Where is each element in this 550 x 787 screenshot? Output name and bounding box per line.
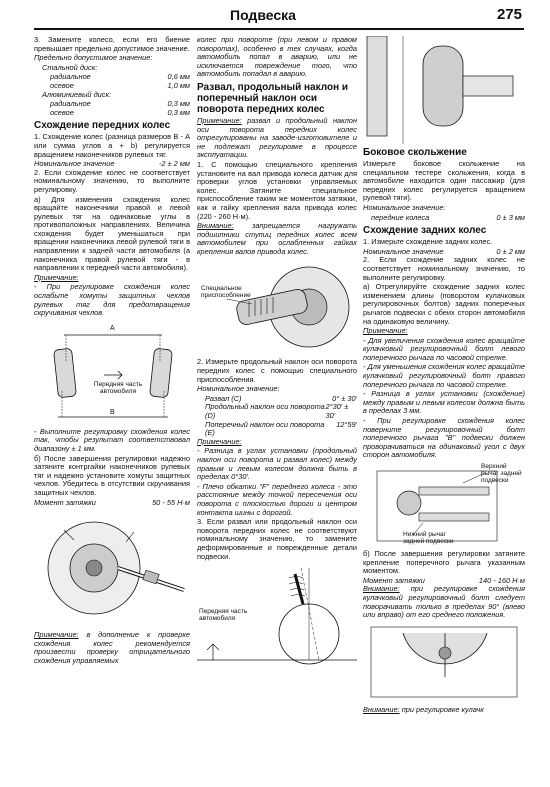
- paragraph: 1. С помощью специального крепления установите на вал привода колеса датчик для проверки углов установки управляемых колес. Затяните специальное приспособление таким же моментом затяжки, как и гайку крепления вала привода колес (220 - 260 Н·м).: [197, 159, 357, 221]
- paragraph: 3. Если развал или продольный наклон оси поворота передних колес не соответствуют номинальному значению, то замените деформированные и поврежденные детали подвески.: [197, 517, 357, 561]
- cam-bolt-illustration: [363, 623, 525, 703]
- note-title: Примечание:: [363, 326, 408, 336]
- spec-row: радиальное 0,6 мм: [50, 72, 190, 82]
- toe-diagram: [34, 321, 190, 425]
- note: - При регулировке схождения колес поверните регулировочный болт поперечного рычага "B" подвески должен проворачиваться на одинаковый угол с двух сторон автомобиля.: [363, 416, 525, 460]
- paragraph: 1. Схождение колес (разница размеров B - A или сумма углов a + b) регулируется вращением наконечников рулевых тяг.: [34, 132, 190, 159]
- paragraph: 3. Замените колесо, если его биение превышает предельно допустимое значение.: [34, 36, 190, 53]
- spec-row: передние колеса 0 ± 3 мм: [371, 212, 525, 222]
- tie-rod-illustration: [34, 510, 190, 628]
- note: - Для увеличения схождения колес вращайте кулачковый регулировочный болт левого поперечного рычага по часовой стрелке.: [363, 335, 525, 362]
- nominal-row: Номинальное значение 0 ± 2 мм: [363, 246, 525, 256]
- paragraph: колес при повороте (при левом и правом поворотах), особенно в тех случаях, когда автомобиль попал в аварию, или не исключается повреждение того, что автомобиль попадал в аварию.: [197, 36, 357, 79]
- spec-row: Развал (C) 0° ± 30': [205, 393, 357, 403]
- note: - Плечо обкатки "F" переднего колеса - это расстояние между точкой пересечения оси поворота с плоскостью дороги и центром контактa шины с дорогой.: [197, 481, 357, 517]
- spec-row: радиальное 0,3 мм: [50, 99, 190, 109]
- warning: Внимание: при регулировке схождения кулачковый регулировочный болт следует поворачивать только в пределах 90° (влево или вправо) от его среднего положения.: [363, 584, 525, 620]
- column-1: [34, 36, 190, 786]
- label-a: A: [110, 324, 115, 332]
- front-label: Передняя часть автомобиля: [93, 380, 143, 395]
- upper-arm-label: Верхний рычаг задней подвески: [481, 463, 522, 484]
- paragraph: б) После завершения регулировки надежно затяните контргайки наконечников рулевых тяг и надежно установите хомуты защитных чехлов. Убедитесь в отсутствии скручивания защитных чехлов.: [34, 453, 190, 497]
- steering-axis-diagram: [197, 564, 357, 668]
- heading-rear-toe: Схождение задних колес: [363, 225, 487, 237]
- gauge-svg: [197, 259, 357, 355]
- alloy-disk-label: Алюминиевый диск:: [42, 89, 112, 99]
- paragraph: Измерьте боковое скольжение на специальном тестере скольжения, когда в автомобиле находится один пассажир (для передних колес регулируется вращением рулевой тяги).: [363, 159, 525, 203]
- nominal-title: Номинальное значение:: [363, 202, 446, 212]
- front-label: Передняя часть автомобиля: [199, 608, 248, 623]
- paragraph: а) Отрегулируйте схождение задних колес изменением длины (поворотом кулачковых регулировочных болтов) задних поперечных рычагов подвески с обеих сторон автомобиля на одинаковую величину.: [363, 282, 525, 326]
- limit-title: Предельно допустимое значение:: [34, 53, 153, 63]
- section-title: Подвеска: [230, 7, 296, 23]
- warning: Внимание: при регулировке кулачк: [363, 704, 484, 714]
- label-b: B: [110, 408, 115, 416]
- spec-row: осевое 1,0 мм: [50, 80, 190, 90]
- note: - Выполните регулировку схождения колес так, чтобы результат соответствовал диапазону ± 1 мм.: [34, 426, 190, 453]
- column-2: [197, 36, 357, 786]
- torque-row: Момент затяжки 140 - 160 Н·м: [363, 575, 525, 585]
- slip-tester-illustration: [363, 36, 525, 144]
- note-title: Примечание:: [197, 436, 242, 446]
- paragraph: б) После завершения регулировки затяните крепление поперечного рычага указанным моментом.: [363, 549, 525, 576]
- note: Примечание: развал и продольный наклон оси поворота передних колес отрегулированы на заводе-изготовителе и не подлежат регулировке в процессе эксплуатации.: [197, 115, 357, 160]
- slip-tester-svg: [363, 36, 525, 144]
- cam-bolt-svg: [363, 623, 525, 703]
- paragraph: а) Для изменения схождения колес вращайте наконечники правой и левой рулевых тяг на одинаковые углы в противоположных направлениях. Величина схождения будет уменьшаться при вращении наконечника левой рулевой тяги в направлении к задней части автомобиля (а наконечника правой рулевой тяги - в направлении к передней части автомобиля).: [34, 194, 190, 273]
- note: - При регулировке схождения колес ослабьте хомуты защитных чехлов рулевых тяг для предотвращения скручивания чехлов.: [34, 282, 190, 318]
- page-header: [34, 6, 524, 30]
- note: Примечание: в дополнение к проверке схождения колес рекомендуется произвести проверку отрицательного схождения управляемых: [34, 630, 190, 665]
- rear-arm-illustration: [363, 463, 525, 547]
- note: - Разница в углах установки (продольный наклон оси поворота и развал колес) между правым и левым колесом должна быть в пределах 0°30'.: [197, 446, 357, 482]
- nominal-row: Номинальное значение -2 ± 2 мм: [34, 159, 190, 169]
- tie-rod-svg: [34, 510, 190, 628]
- special-tool-label: Специальное приспособление: [201, 285, 251, 300]
- spec-row: Поперечный наклон оси поворота (E) 12°59': [205, 419, 357, 438]
- nominal-title: Номинальное значение:: [197, 384, 280, 394]
- column-3: [363, 36, 525, 786]
- heading-side-slip: Боковое скольжение: [363, 147, 467, 158]
- torque-row: Момент затяжки 50 - 55 Н·м: [34, 497, 190, 507]
- note: - Для уменьшения схождения колес вращайте кулачковый регулировочный болт правого поперечного рычага по часовой стрелке.: [363, 362, 525, 389]
- steel-disk-label: Стальной диск:: [42, 62, 98, 72]
- page-number: 275: [496, 6, 522, 23]
- lower-arm-label: Нижний рычаг задней подвески: [403, 531, 454, 545]
- heading-camber: Развал, продольный наклон и поперечный наклон оси поворота передних колес: [197, 81, 349, 115]
- paragraph: 1. Измерьте схождение задних колес.: [363, 237, 493, 247]
- paragraph: 2. Если схождение колес не соответствует номинальному значению, то выполните регулировку.: [34, 167, 190, 194]
- spec-row: Продольный наклон оси поворота (D) 2°30' ± 30': [205, 402, 349, 421]
- warning: Внимание: запрещается нагружать подшипники ступиц передних колес всем автомобилем при ослабленных гайках крепления валов привода колес.: [197, 221, 357, 256]
- paragraph: 2. Измерьте продольный наклон оси поворота передних колес с помощью специального приспособления.: [197, 357, 357, 384]
- spec-row: осевое 0,3 мм: [50, 107, 190, 117]
- gauge-illustration: [197, 259, 357, 355]
- note: - Разница в углах установки (схождение) между правым и левым колесом должна быть в пределах 3 мм.: [363, 389, 525, 416]
- heading-front-toe: Схождение передних колес: [34, 120, 171, 132]
- note-title: Примечание:: [34, 272, 79, 282]
- paragraph: 2. Если схождение задних колес не соответствует номинальному значению, то выполните регулировку.: [363, 255, 525, 282]
